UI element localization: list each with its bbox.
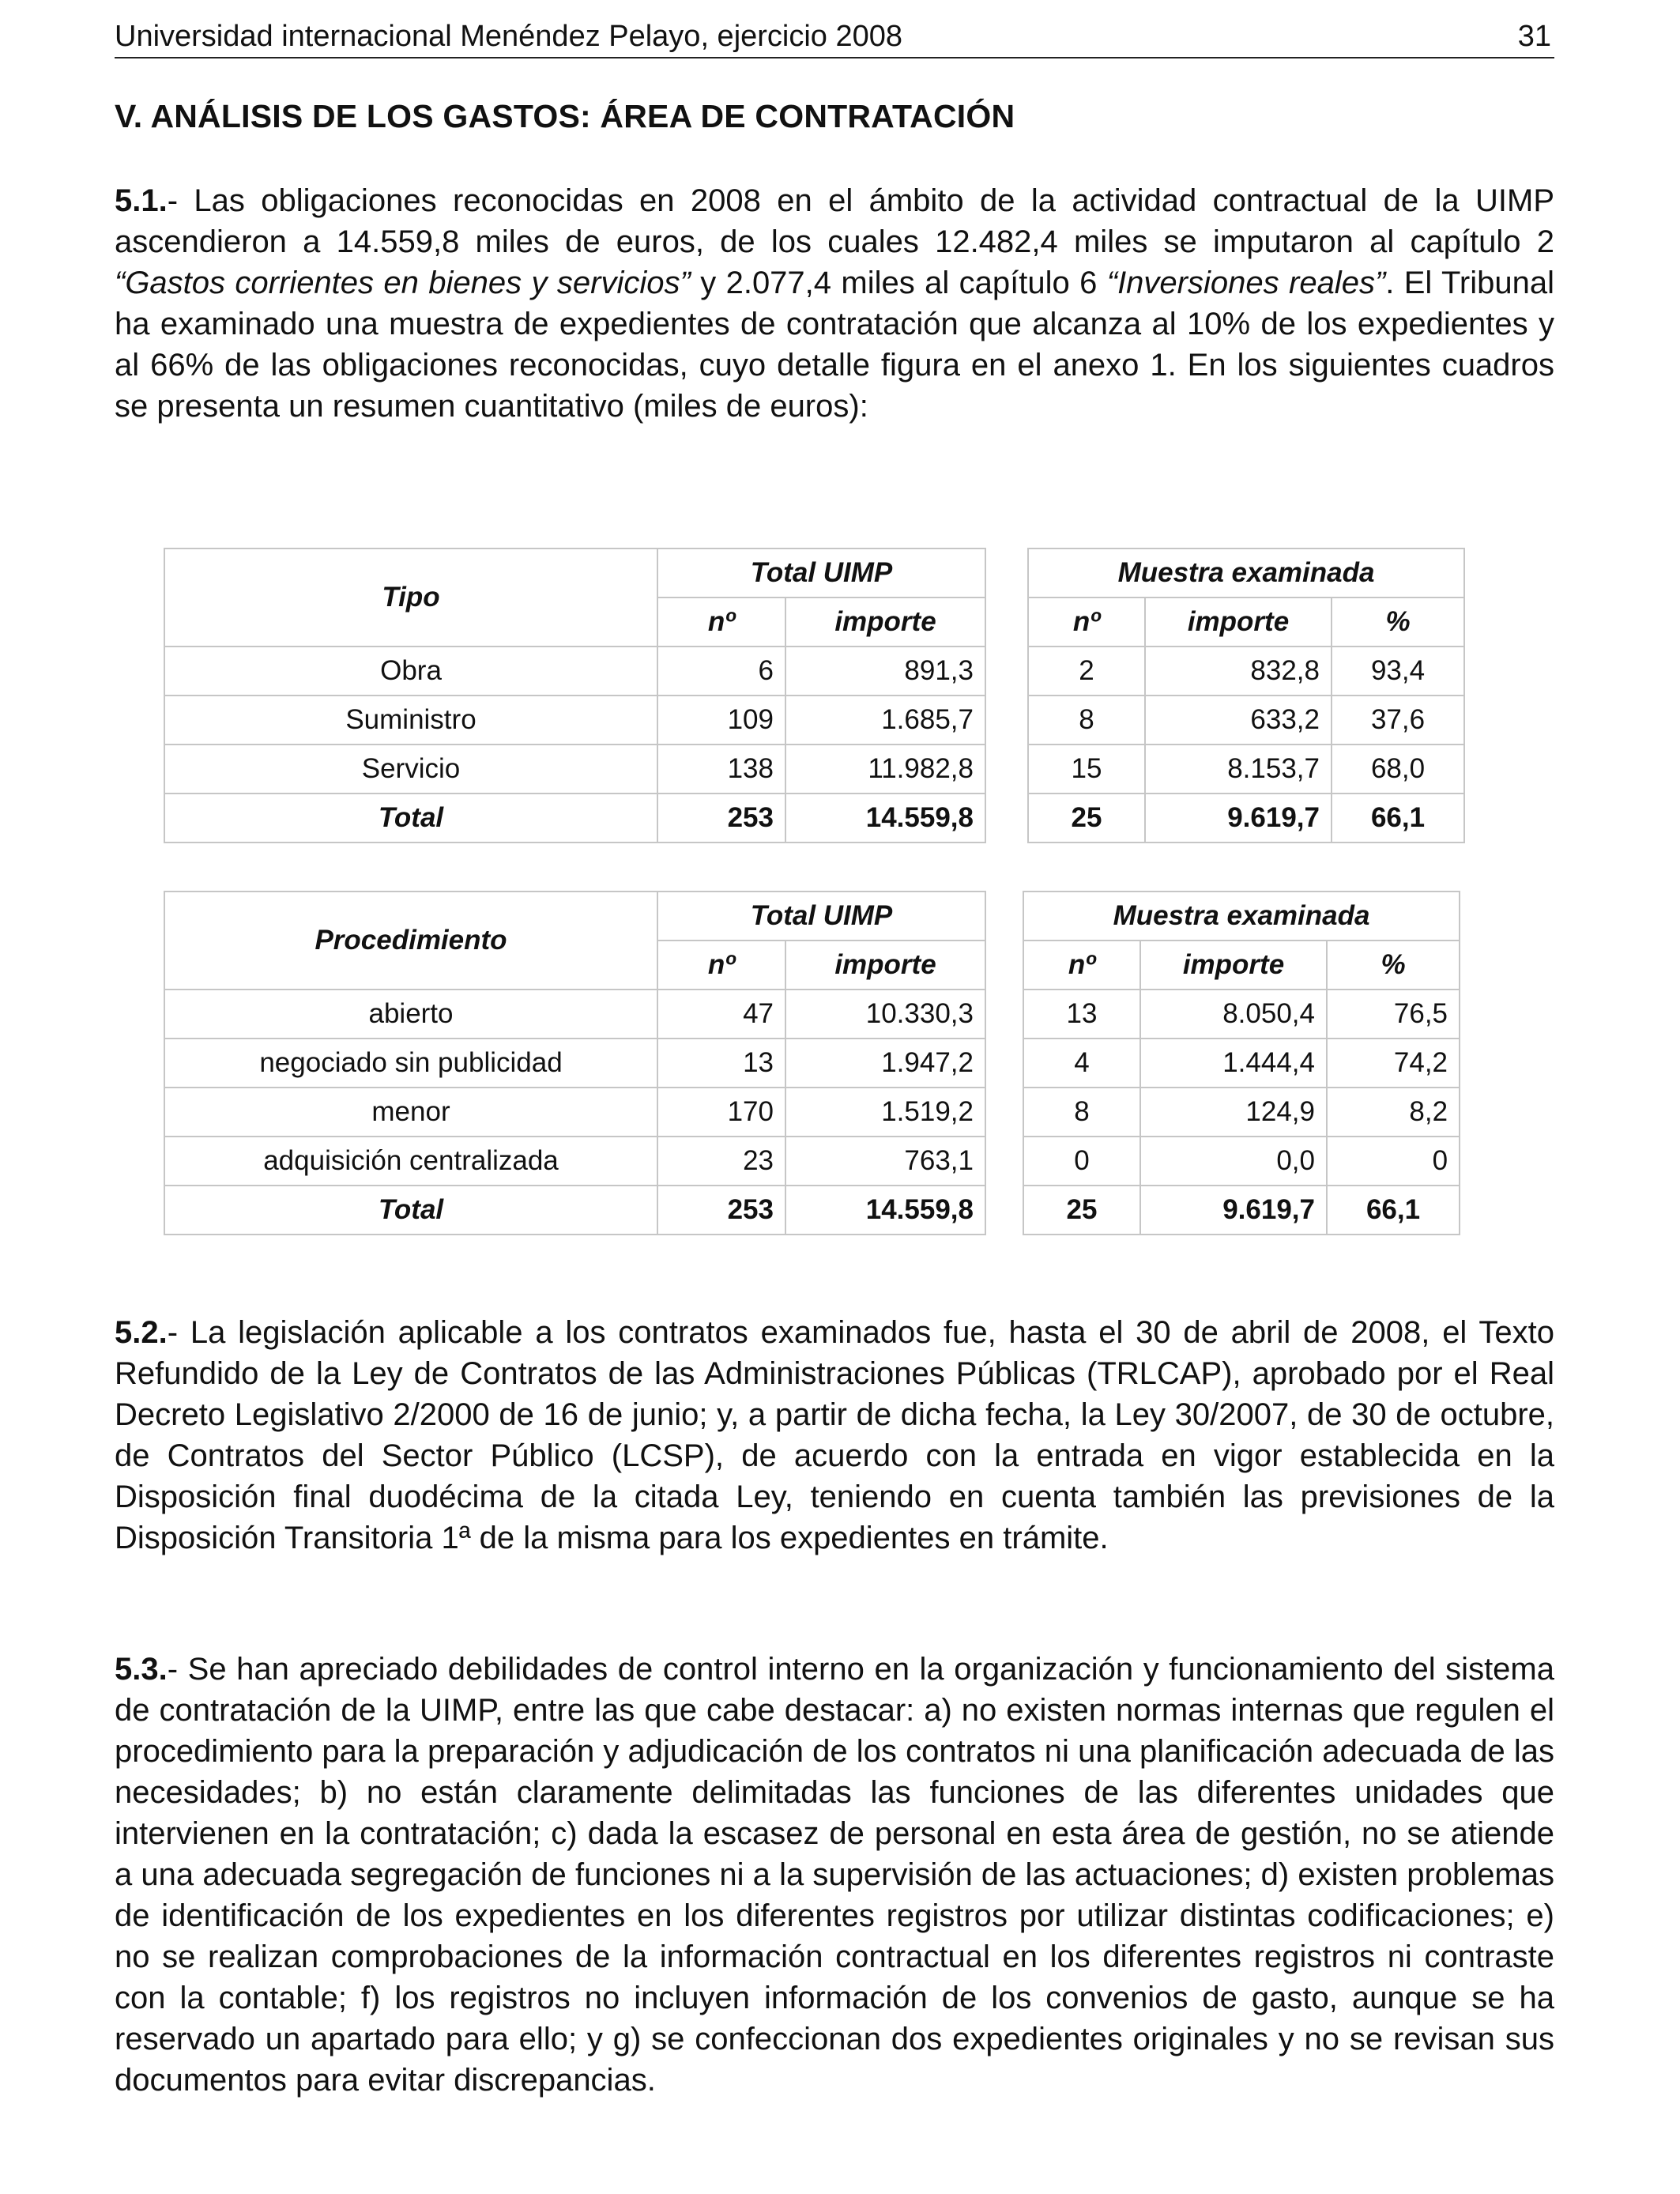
row-label: Total bbox=[164, 794, 657, 843]
cell-n: 109 bbox=[657, 696, 785, 745]
table-row bbox=[164, 1088, 985, 1137]
total-row bbox=[164, 1186, 985, 1235]
cell-n: 4 bbox=[1023, 1039, 1140, 1088]
row-label: Total bbox=[164, 1186, 657, 1235]
cell-importe: 124,9 bbox=[1140, 1088, 1327, 1137]
paragraph-text: - Se han apreciado debilidades de control interno en la organización y funcionamiento del sistema de contratación de la UIMP, entre las que cabe destacar: a) no existen normas internas que regulen el procedimiento para la preparación y adjudicación de los contratos ni una planificación adecuada de las necesidades; b) no están claramente delimitadas las funciones de las diferentes unidades que intervienen en la contratación; c) dada la escasez de personal en esta área de gestión, no se atiende a una adecuada segregación de funciones ni a la supervisión de las actuaciones; d) existen problemas de identificación de los expedientes en los diferentes registros por utilizar distintas codificaciones; e) no se realizan comprobaciones de la información contractual en los diferentes registros ni contraste con la contable; f) los registros no incluyen información de los convenios de gasto, aunque se ha reservado un apartado para ello; y g) se confeccionan dos expedientes originales y no se revisan sus documentos para evitar discrepancias. bbox=[115, 1652, 1554, 2098]
cell-n: 8 bbox=[1023, 1088, 1140, 1137]
table-row bbox=[1023, 990, 1460, 1039]
cell-pct: 66,1 bbox=[1332, 794, 1464, 843]
cell-n: 253 bbox=[657, 794, 785, 843]
paragraph-number: 5.2. bbox=[115, 1315, 168, 1350]
cell-n: 170 bbox=[657, 1088, 785, 1137]
cell-pct: 76,5 bbox=[1327, 990, 1460, 1039]
cell-importe: 891,3 bbox=[785, 647, 985, 696]
table-row bbox=[164, 745, 985, 794]
cell-n: 25 bbox=[1028, 794, 1145, 843]
cell-n: 13 bbox=[657, 1039, 785, 1088]
cell-pct: 37,6 bbox=[1332, 696, 1464, 745]
table-procedimiento-muestra bbox=[1023, 891, 1460, 1235]
table-row bbox=[1023, 1088, 1460, 1137]
cell-n: 2 bbox=[1028, 647, 1145, 696]
column-header: importe bbox=[785, 598, 985, 647]
cell-n: 8 bbox=[1028, 696, 1145, 745]
total-row bbox=[1028, 794, 1464, 843]
column-header: importe bbox=[785, 941, 985, 990]
table-row bbox=[1023, 1137, 1460, 1186]
paragraph-5-2 bbox=[115, 1312, 1554, 1559]
cell-importe: 9.619,7 bbox=[1140, 1186, 1327, 1235]
total-row bbox=[1023, 1186, 1460, 1235]
paragraph-text: - Las obligaciones reconocidas en 2008 en el ámbito de la actividad contractual de la UIMP ascendieron a 14.559,8 miles de euros, de los cuales 12.482,4 miles se imputaron al capítulo 2 bbox=[115, 183, 1554, 259]
cell-importe: 8.050,4 bbox=[1140, 990, 1327, 1039]
header-title: Universidad internacional Menéndez Pelayo, ejercicio 2008 bbox=[115, 20, 903, 53]
table-row bbox=[1028, 696, 1464, 745]
group-header: Muestra examinada bbox=[1028, 548, 1464, 598]
paragraph-text: . El Tribunal ha examinado una muestra de expedientes de contratación que alcanza al 10% de los expedientes y al 66% de las obligaciones reconocidas, cuyo detalle figura en el anexo 1. En los siguientes cuadros se presenta un resumen cuantitativo (miles de euros): bbox=[115, 266, 1555, 424]
cell-n: 25 bbox=[1023, 1186, 1140, 1235]
group-header: Total UIMP bbox=[657, 548, 985, 598]
cell-n: 13 bbox=[1023, 990, 1140, 1039]
cell-pct: 68,0 bbox=[1332, 745, 1464, 794]
cell-importe: 633,2 bbox=[1145, 696, 1332, 745]
cell-importe: 832,8 bbox=[1145, 647, 1332, 696]
column-header: importe bbox=[1140, 941, 1327, 990]
row-label: abierto bbox=[164, 990, 657, 1039]
table-row bbox=[164, 1039, 985, 1088]
group-header: Total UIMP bbox=[657, 892, 985, 941]
cell-importe: 1.444,4 bbox=[1140, 1039, 1327, 1088]
group-header: Muestra examinada bbox=[1023, 892, 1460, 941]
cell-n: 47 bbox=[657, 990, 785, 1039]
page-number: 31 bbox=[1517, 20, 1551, 53]
table-row bbox=[1023, 1039, 1460, 1088]
cell-n: 0 bbox=[1023, 1137, 1140, 1186]
cell-importe: 14.559,8 bbox=[785, 1186, 985, 1235]
table-row bbox=[164, 990, 985, 1039]
cell-importe: 8.153,7 bbox=[1145, 745, 1332, 794]
cell-importe: 1.947,2 bbox=[785, 1039, 985, 1088]
cell-n: 15 bbox=[1028, 745, 1145, 794]
cell-importe: 1.685,7 bbox=[785, 696, 985, 745]
section-title: V. ANÁLISIS DE LOS GASTOS: ÁREA DE CONTRATACIÓN bbox=[115, 98, 1015, 134]
cell-n: 253 bbox=[657, 1186, 785, 1235]
cell-importe: 14.559,8 bbox=[785, 794, 985, 843]
row-label: negociado sin publicidad bbox=[164, 1039, 657, 1088]
cell-pct: 66,1 bbox=[1327, 1186, 1460, 1235]
column-header: nº bbox=[657, 598, 785, 647]
column-header: % bbox=[1332, 598, 1464, 647]
cell-pct: 93,4 bbox=[1332, 647, 1464, 696]
cell-n: 23 bbox=[657, 1137, 785, 1186]
paragraph-5-1 bbox=[115, 180, 1554, 427]
paragraph-number: 5.1. bbox=[115, 183, 168, 218]
cell-importe: 11.982,8 bbox=[785, 745, 985, 794]
table-row bbox=[164, 1137, 985, 1186]
cell-importe: 10.330,3 bbox=[785, 990, 985, 1039]
chapter-6-name: “Inversiones reales” bbox=[1106, 266, 1386, 300]
cell-pct: 74,2 bbox=[1327, 1039, 1460, 1088]
cell-pct: 0 bbox=[1327, 1137, 1460, 1186]
row-label: menor bbox=[164, 1088, 657, 1137]
row-label: Obra bbox=[164, 647, 657, 696]
total-row bbox=[164, 794, 985, 843]
cell-importe: 9.619,7 bbox=[1145, 794, 1332, 843]
row-header: Procedimiento bbox=[164, 892, 657, 990]
paragraph-text: - La legislación aplicable a los contratos examinados fue, hasta el 30 de abril de 2008, el Texto Refundido de la Ley de Contratos de las Administraciones Públicas (TRLCAP), aprobado por el Real Decreto Legislativo 2/2000 de 16 de junio; y, a partir de dicha fecha, la Ley 30/2007, de 30 de octubre, de Contratos del Sector Público (LCSP), de acuerdo con la entrada en vigor establecida en la Disposición final duodécima de la citada Ley, teniendo en cuenta también las previsiones de la Disposición Transitoria 1ª de la misma para los expedientes en trámite. bbox=[115, 1315, 1554, 1555]
table-row bbox=[1028, 745, 1464, 794]
column-header: nº bbox=[1028, 598, 1145, 647]
table-row bbox=[164, 647, 985, 696]
cell-importe: 0,0 bbox=[1140, 1137, 1327, 1186]
cell-n: 138 bbox=[657, 745, 785, 794]
paragraph-5-3 bbox=[115, 1649, 1554, 2101]
page-header bbox=[115, 16, 1554, 58]
paragraph-number: 5.3. bbox=[115, 1652, 168, 1687]
chapter-2-name: “Gastos corrientes en bienes y servicios” bbox=[115, 266, 691, 300]
row-label: adquisición centralizada bbox=[164, 1137, 657, 1186]
cell-importe: 1.519,2 bbox=[785, 1088, 985, 1137]
cell-n: 6 bbox=[657, 647, 785, 696]
table-tipo-muestra bbox=[1027, 548, 1465, 843]
column-header: importe bbox=[1145, 598, 1332, 647]
row-label: Suministro bbox=[164, 696, 657, 745]
table-row bbox=[1028, 647, 1464, 696]
column-header: nº bbox=[657, 941, 785, 990]
cell-pct: 8,2 bbox=[1327, 1088, 1460, 1137]
paragraph-text: y 2.077,4 miles al capítulo 6 bbox=[690, 266, 1107, 300]
column-header: % bbox=[1327, 941, 1460, 990]
row-label: Servicio bbox=[164, 745, 657, 794]
table-row bbox=[164, 696, 985, 745]
table-tipo-total bbox=[164, 548, 986, 843]
cell-importe: 763,1 bbox=[785, 1137, 985, 1186]
row-header: Tipo bbox=[164, 548, 657, 647]
column-header: nº bbox=[1023, 941, 1140, 990]
table-procedimiento-total bbox=[164, 891, 986, 1235]
